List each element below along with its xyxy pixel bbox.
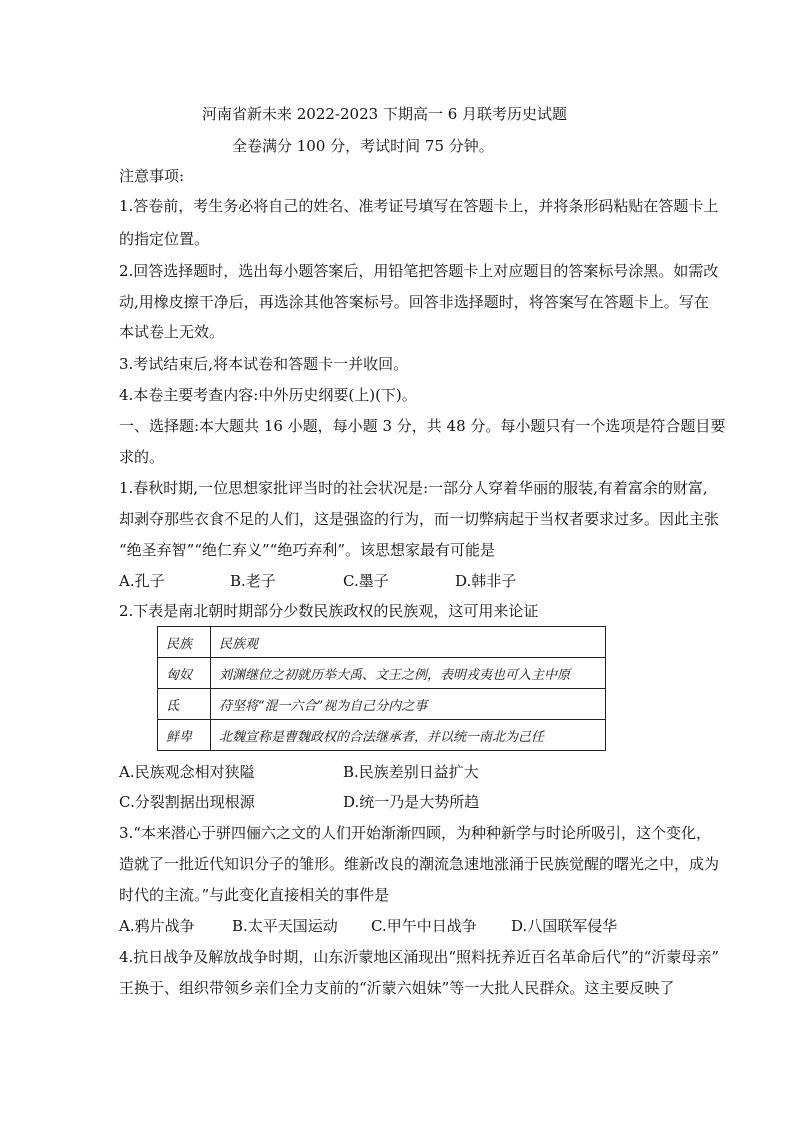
q2-option-d[interactable]: D.统一乃是大势所趋: [343, 793, 480, 811]
table-header-row: [158, 627, 606, 658]
notice-item-3: 3.考试结束后,将本试卷和答题卡一并收回。: [119, 355, 409, 373]
table-cell-view: 刘渊继位之初就历举大禹、文王之例，表明戎夷也可入主中原: [211, 658, 606, 689]
q3-stem-a: 3.“本来潜心于骈四俪六之文的人们开始渐渐四顾，为种种新学与时论所吸引，这个变化，: [119, 824, 711, 842]
table-cell-view: 北魏宣称是曹魏政权的合法继承者，并以统一南北为己任: [211, 720, 606, 751]
q1-stem-b: 却剥夺那些衣食不足的人们，这是强盗的行为，而一切弊病起于当权者要求过多。因此主张: [119, 510, 720, 528]
q1-option-c[interactable]: C.墨子: [343, 572, 389, 590]
q3-option-c[interactable]: C.甲午中日战争: [371, 917, 477, 935]
q4-stem-b: 王换于、组织带领乡亲们全力支前的“沂蒙六姐妹”等一大批人民群众。这主要反映了: [119, 979, 675, 997]
notice-item-2a: 2.回答选择题时，选出每小题答案后，用铅笔把答题卡上对应题目的答案标号涂黑。如需改: [119, 262, 719, 280]
section-heading-b: 求的。: [119, 448, 165, 466]
notice-item-4: 4.本卷主要考查内容:中外历史纲要(上)(下)。: [119, 386, 417, 404]
q1-option-b[interactable]: B.老子: [230, 572, 276, 590]
notice-item-1b: 的指定位置。: [119, 230, 210, 248]
q3-option-a[interactable]: A.鸦片战争: [119, 917, 195, 935]
table-cell-ethnic: 鲜卑: [158, 720, 211, 751]
table-cell-ethnic: 氐: [158, 689, 211, 720]
q4-stem-a: 4.抗日战争及解放战争时期，山东沂蒙地区涌现出“照料抚养近百名革命后代”的“沂蒙母亲”: [119, 948, 719, 966]
table-row: [158, 720, 606, 751]
q3-option-d[interactable]: D.八国联军侵华: [511, 917, 618, 935]
q2-option-c[interactable]: C.分裂割据出现根源: [119, 793, 255, 811]
q1-stem-a: 1.春秋时期,一位思想家批评当时的社会状况是:一部分人穿着华丽的服装,有着富余的财富,: [119, 479, 708, 497]
exam-subtitle: 全卷满分 100 分，考试时间 75 分钟。: [232, 137, 494, 155]
q3-option-b[interactable]: B.太平天国运动: [232, 917, 338, 935]
table-cell-ethnic: 匈奴: [158, 658, 211, 689]
q2-stem: 2.下表是南北朝时期部分少数民族政权的民族观，这可用来论证: [119, 602, 539, 620]
notice-item-1a: 1.答卷前，考生务必将自己的姓名、准考证号填写在答题卡上，并将条形码粘贴在答题卡上: [119, 197, 719, 215]
table-header-cell: 民族观: [211, 627, 606, 658]
section-heading-a: 一、选择题:本大题共 16 小题，每小题 3 分，共 48 分。每小题只有一个选项是符合题目要: [119, 417, 726, 435]
q2-option-a[interactable]: A.民族观念相对狭隘: [119, 763, 255, 781]
q1-option-a[interactable]: A.孔子: [119, 572, 165, 590]
q2-table: [157, 626, 606, 751]
q3-stem-c: 时代的主流。”与此变化直接相关的事件是: [119, 886, 390, 904]
table-header-cell: 民族: [158, 627, 211, 658]
table-row: [158, 658, 606, 689]
q1-option-d[interactable]: D.韩非子: [455, 572, 517, 590]
table-cell-view: 苻坚将“混一六合”视为自己分内之事: [211, 689, 606, 720]
q3-stem-b: 造就了一批近代知识分子的雏形。维新改良的潮流急速地涨涌于民族觉醒的曙光之中，成为: [119, 855, 720, 873]
q2-option-b[interactable]: B.民族差别日益扩大: [343, 763, 479, 781]
exam-title: 河南省新未来 2022-2023 下期高一 6 月联考历史试题: [202, 105, 568, 123]
notice-heading: 注意事项:: [119, 167, 185, 185]
q1-stem-c: “绝圣弃智”“绝仁弃义”“绝巧弃利”。该思想家最有可能是: [119, 541, 496, 559]
notice-item-2c: 本试卷上无效。: [119, 323, 225, 341]
notice-item-2b: 动,用橡皮擦干净后，再选涂其他答案标号。回答非选择题时，将答案写在答题卡上。写在: [119, 293, 709, 311]
table-row: [158, 689, 606, 720]
